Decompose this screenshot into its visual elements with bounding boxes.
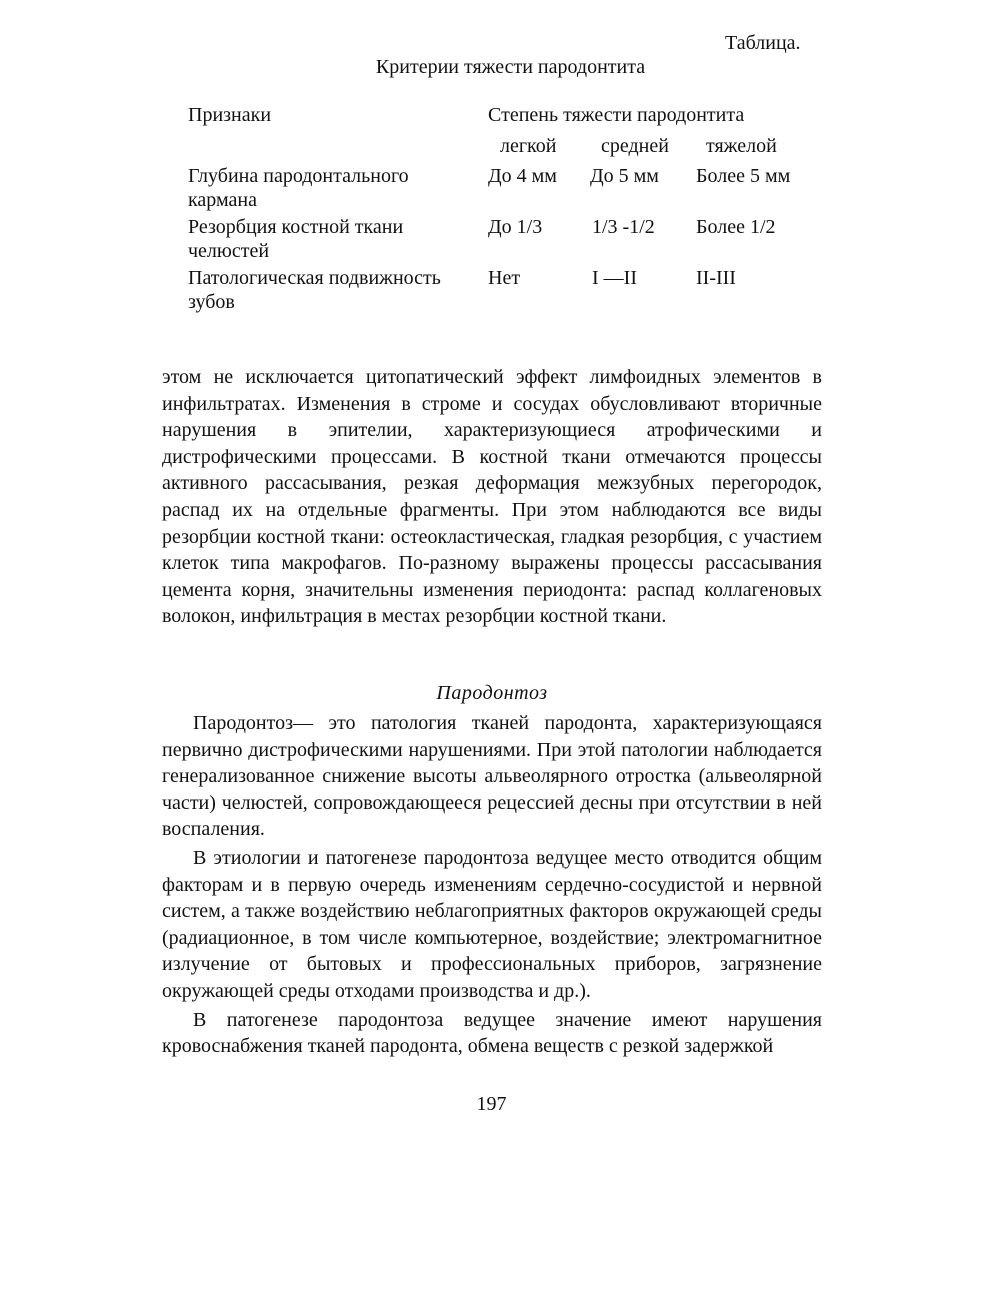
subheader-mild: легкой: [500, 135, 557, 157]
row-pocket-depth-mild: До 4 мм: [488, 165, 557, 187]
header-signs: Признаки: [188, 104, 272, 126]
row-tooth-mobility-severe: II-III: [696, 267, 736, 289]
header-severity: Степень тяжести пародонтита: [488, 104, 745, 126]
row-bone-resorption-moderate: 1/3 -1/2: [592, 216, 655, 238]
row-feature-tooth-mobility: Патологическая подвижность зубов: [188, 267, 441, 313]
row-feature-pocket-depth: Глубина пародонтального кармана: [188, 165, 409, 211]
row-tooth-mobility-moderate: I —II: [592, 267, 637, 289]
subheader-severe: тяжелой: [706, 135, 777, 157]
paragraph-3: В этиологии и патогенезе пародонтоза ведущее место отводится общим факторам и в первую очередь изменениям сердечно-сосудистой и нервной систем, а также воздействию неблагоприятных факторов окружающей среды (радиационное, в том числе компьютерное, воздействие; электромагнитное излучение от бытовых и профессиональных приборов, загрязнение окружающей среды отходами производства и др.).: [162, 846, 822, 1002]
page-number: 197: [476, 1093, 507, 1115]
section-text: [162, 710, 822, 1062]
paragraph-2: Пародонтоз— это патология тканей пародонта, характеризующаяся первично дистрофическими нарушениями. При этой патологии наблюдается генерализованное снижение высоты альвеолярного отростка (альвеолярной части) челюстей, сопровождающееся рецессией десны при отсутствии в ней воспаления.: [162, 712, 822, 841]
row-bone-resorption-mild: До 1/3: [488, 216, 543, 238]
row-tooth-mobility-mild: Нет: [488, 267, 521, 289]
table-label: Таблица.: [725, 32, 801, 54]
row-pocket-depth-moderate: До 5 мм: [590, 165, 659, 187]
paragraph-1: этом не исключается цитопатический эффект лимфоидных элементов в инфильтратах. Изменения в строме и сосудах обусловливают вторичные нарушения в эпителии, характеризующиеся атрофическими и дистрофическими процессами. В костной ткани отмечаются процессы активного рассасывания, резкая деформация межзубных перегородок, распад их на отдельные фрагменты. При этом наблюдаются все виды резорбции костной ткани: остеокластическая, гладкая резорбция, с участием клеток типа макрофагов. По-разному выражены процессы рассасывания цемента корня, значительны изменения периодонта: распад коллагеновых волокон, инфильтрация в местах резорбции костной ткани.: [162, 366, 822, 628]
table-title: Критерии тяжести пародонтита: [375, 56, 646, 78]
row-bone-resorption-severe: Более 1/2: [696, 216, 776, 238]
row-pocket-depth-severe: Более 5 мм: [696, 165, 791, 187]
row-feature-bone-resorption: Резорбция костной ткани челюстей: [188, 216, 404, 262]
paragraph-4: В патогенезе пародонтоза ведущее значение имеют нарушения кровоснабжения тканей пародонта, обмена веществ с резкой задержкой: [162, 1008, 822, 1058]
body-text: [162, 364, 822, 630]
subheader-moderate: средней: [601, 135, 669, 157]
section-title: Пародонтоз: [436, 682, 548, 704]
